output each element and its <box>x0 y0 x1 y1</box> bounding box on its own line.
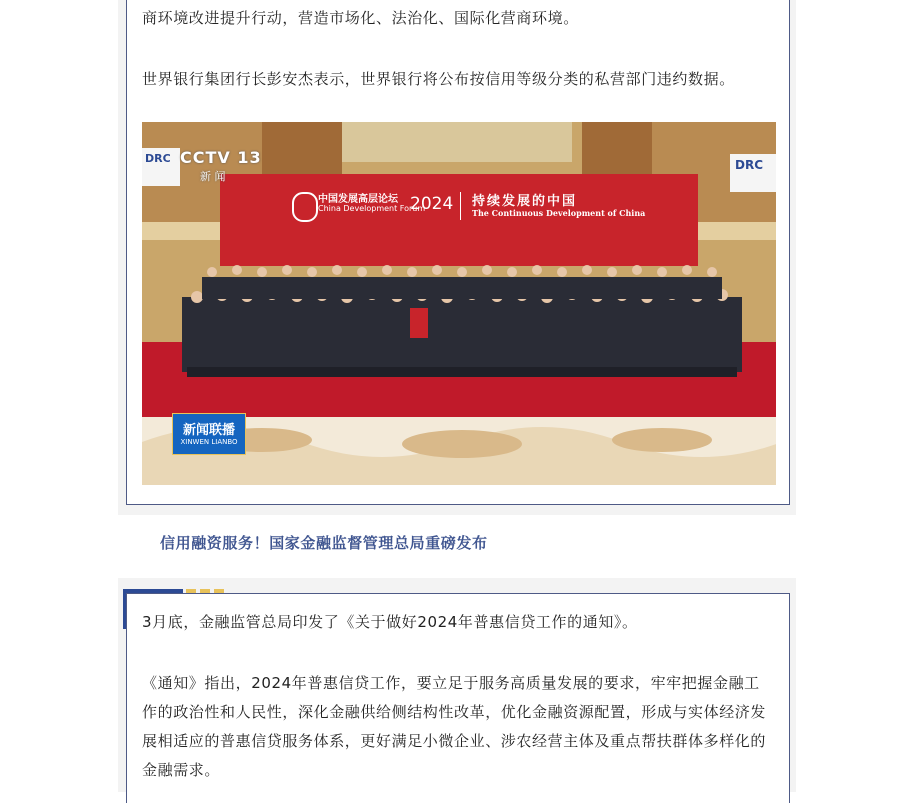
section-title-link[interactable]: 信用融资服务！国家金融监督管理总局重磅发布 <box>160 534 488 552</box>
drc-left-label: DRC <box>145 152 171 165</box>
xinwen-lianbo-logo <box>172 413 246 455</box>
article-card-top <box>126 0 790 505</box>
drc-sign-left <box>142 148 180 186</box>
paragraph-notice-details: 《通知》指出，2024年普惠信贷工作，要立足于服务高质量发展的要求，牢牢把握金融工作的政治性和人民性，深化金融供给侧结构性改革，优化金融资源配置，形成与实体经济发展相适应的普惠信贷服务体系，更好满足小微企业、涉农经营主体及重点帮扶群体多样化的金融需求。 <box>142 674 767 779</box>
drc-sign-right <box>730 154 776 192</box>
program-logo-en: XINWEN LIANBO <box>180 438 238 446</box>
banner-year: 2024 <box>410 194 454 214</box>
banner-slogan-en: The Continuous Development of China <box>472 208 646 218</box>
banner-title-cn: 中国发展高层论坛 <box>318 194 398 205</box>
forum-logo-icon <box>292 192 318 222</box>
banner-title-en: China Development Forum <box>318 204 426 213</box>
cctv-news-label: 新 闻 <box>200 170 226 183</box>
paragraph-env: 商环境改进提升行动，营造市场化、法治化、国际化营商环境。 <box>142 9 579 27</box>
forum-group-photo <box>142 122 776 485</box>
program-logo-cn: 新闻联播 <box>182 423 235 438</box>
banner-divider <box>460 192 461 220</box>
drc-right-label: DRC <box>735 158 764 172</box>
article-card-bottom <box>126 593 790 803</box>
paragraph-notice: 3月底，金融监管总局印发了《关于做好2024年普惠信贷工作的通知》。 <box>142 613 638 631</box>
banner-slogan-cn: 持续发展的中国 <box>472 194 578 209</box>
cctv-logo: CCTV 13 <box>180 148 262 167</box>
paragraph-worldbank: 世界银行集团行长彭安杰表示，世界银行将公布按信用等级分类的私营部门违约数据。 <box>142 70 735 88</box>
